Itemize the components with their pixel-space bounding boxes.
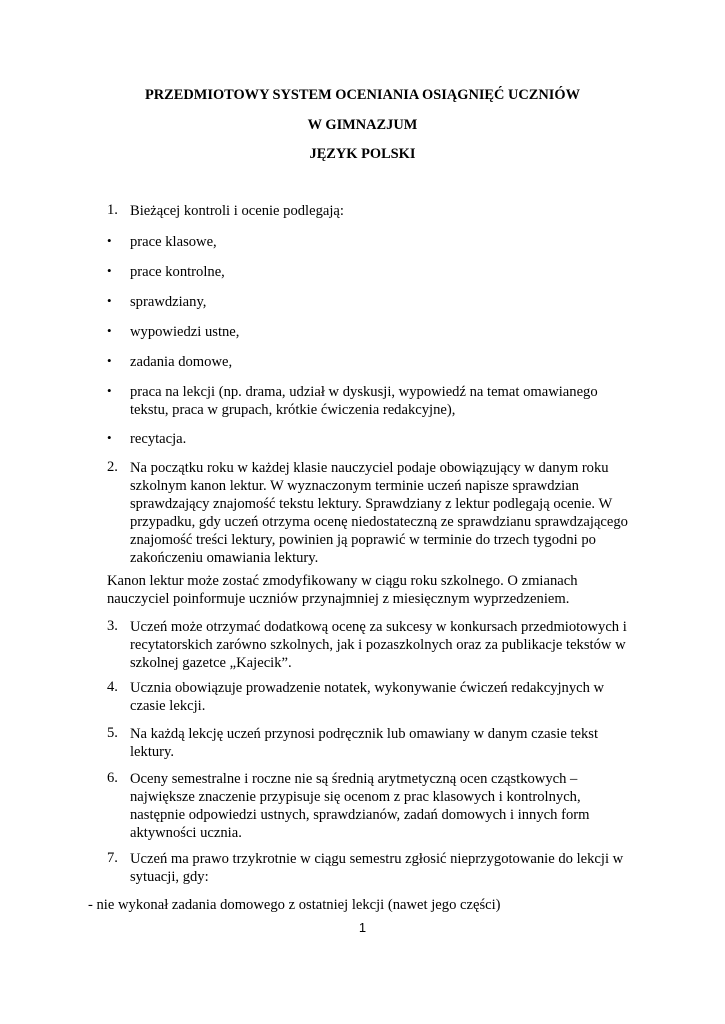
page-number: 1 bbox=[358, 920, 367, 935]
list-number: 6. bbox=[107, 770, 118, 786]
list-number: 7. bbox=[107, 850, 118, 866]
bullet-icon: • bbox=[107, 323, 112, 338]
bullet-text: praca na lekcji (np. drama, udział w dyskusji, wypowiedź na temat omawianego tekstu, praca w grupach, krótkie ćwiczenia redakcyjne), bbox=[130, 384, 598, 418]
bullet-text: recytacja. bbox=[130, 431, 187, 447]
dash-item: - nie wykonał zadania domowego z ostatniej lekcji (nawet jego części) bbox=[88, 897, 501, 913]
paragraph-kanon: Kanon lektur może zostać zmodyfikowany w ciągu roku szkolnego. O zmianach nauczyciel poinformuje uczniów przynajmniej z miesięcznym wyprzedzeniem. bbox=[107, 573, 578, 607]
bullet-text: prace klasowe, bbox=[130, 234, 217, 250]
bullet-icon: • bbox=[107, 383, 112, 398]
list-item-text: Uczeń ma prawo trzykrotnie w ciągu semestru zgłosić nieprzygotowanie do lekcji w sytuacji, gdy: bbox=[130, 851, 624, 885]
list-number: 3. bbox=[107, 618, 118, 634]
bullet-icon: • bbox=[107, 263, 112, 278]
bullet-icon: • bbox=[107, 293, 112, 308]
bullet-icon: • bbox=[107, 353, 112, 368]
document-subtitle-school: W GIMNAZJUM bbox=[307, 117, 418, 133]
list-item-text: Oceny semestralne i roczne nie są średnią arytmetyczną ocen cząstkowych – największe znaczenie przypisuje się ocenom z prac klasowych i kontrolnych, następnie odpowiedzi ustnych, sprawdzianów, zadań domowych i innych form aktywności ucznia. bbox=[130, 771, 590, 841]
bullet-text: zadania domowe, bbox=[130, 354, 233, 370]
document-subtitle-subject: JĘZYK POLSKI bbox=[309, 146, 416, 162]
list-item-text: Na każdą lekcję uczeń przynosi podręcznik lub omawiany w danym czasie tekst lektury. bbox=[130, 726, 599, 760]
list-item-text: Na początku roku w każdej klasie nauczyciel podaje obowiązujący w danym roku szkolnym kanon lektur. W wyznaczonym terminie uczeń napisze sprawdzian sprawdzający znajomość tekstu lektury. Sprawdziany z lektur podlegają ocenie. W przypadku, gdy uczeń otrzyma ocenę niedostateczną ze sprawdzianu sprawdzającego znajomość treści lektury, powinien ją poprawić w terminie do trzech tygodni po zakończeniu omawiania lektury. bbox=[130, 460, 628, 566]
list-number: 2. bbox=[107, 459, 118, 475]
list-number: 1. bbox=[107, 202, 118, 218]
document-title: PRZEDMIOTOWY SYSTEM OCENIANIA OSIĄGNIĘĆ UCZNIÓW bbox=[145, 87, 580, 103]
list-item-text: Uczeń może otrzymać dodatkową ocenę za sukcesy w konkursach przedmiotowych i recytatorskich zarówno szkolnych, jak i pozaszkolnych oraz za publikacje tekstów w szkolnej gazetce „Kajecik”. bbox=[130, 619, 627, 671]
list-number: 5. bbox=[107, 725, 118, 741]
bullet-icon: • bbox=[107, 233, 112, 248]
bullet-text: wypowiedzi ustne, bbox=[130, 324, 240, 340]
list-number: 4. bbox=[107, 679, 118, 695]
bullet-text: prace kontrolne, bbox=[130, 264, 225, 280]
bullet-text: sprawdziany, bbox=[130, 294, 207, 310]
list-item-text: Bieżącej kontroli i ocenie podlegają: bbox=[130, 203, 344, 219]
list-item-text: Ucznia obowiązuje prowadzenie notatek, wykonywanie ćwiczeń redakcyjnych w czasie lekcji. bbox=[130, 680, 605, 714]
bullet-icon: • bbox=[107, 430, 112, 445]
